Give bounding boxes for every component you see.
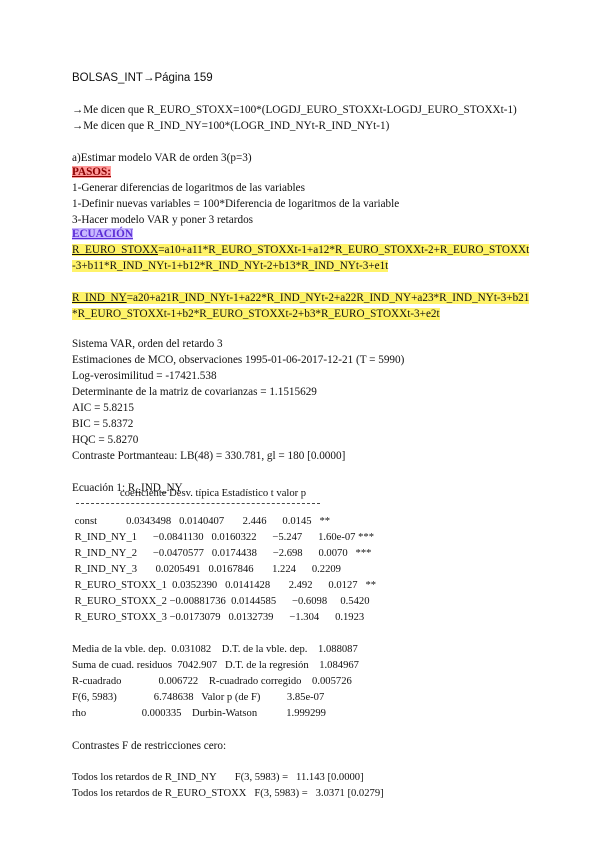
- coef-row-euro-stoxx-2: R_EURO_STOXX_2 −0.00881736 0.0144585 −0.6098 0.5420: [72, 596, 370, 607]
- equation-2-terms: =a20+a21R_IND_NYt-1+a22*R_IND_NYt-2+a22R_IND_NY+a23*R_IND_NYt-3+b21: [126, 292, 530, 304]
- f-test-ind-ny: Todos los retardos de R_IND_NY F(3, 5983) = 11.143 [0.0000]: [72, 772, 364, 783]
- var-observations: Estimaciones de MCO, observaciones 1995-01-06-2017-12-21 (T = 5990): [72, 354, 405, 366]
- equation-1-terms-cont: -3+b11*R_IND_NYt-1+b12*R_IND_NYt-2+b13*R_IND_NYt-3+e1t: [72, 260, 389, 272]
- steps-label: PASOS:: [72, 166, 111, 178]
- f-tests-title: Contrastes F de restricciones cero:: [72, 740, 227, 752]
- stat-row-rho: rho 0.000335 Durbin-Watson 1.999299: [72, 708, 326, 719]
- equation-2-variable: R_IND_NY: [72, 292, 127, 304]
- equation-1-line-1: [72, 242, 529, 258]
- equation-1-terms: =a10+a11*R_EURO_STOXXt-1+a12*R_EURO_STOXXt-2+R_EURO_STOXXt: [158, 244, 530, 256]
- var-aic: AIC = 5.8215: [72, 402, 134, 414]
- stat-row-r-squared: R-cuadrado 0.006722 R-cuadrado corregido 0.005726: [72, 676, 352, 687]
- step-1: 1-Generar diferencias de logaritmos de las variables: [72, 182, 305, 194]
- equation-1-title: Ecuación 1: R_IND_NY: [72, 482, 183, 494]
- stat-row-mean: Media de la vble. dep. 0.031082 D.T. de la vble. dep. 1.088087: [72, 644, 358, 655]
- stat-row-ssr: Suma de cuad. residuos 7042.907 D.T. de la regresión 1.084967: [72, 660, 359, 671]
- stat-row-f: F(6, 5983) 6.748638 Valor p (de F) 3.85e-07: [72, 692, 325, 703]
- var-log-likelihood: Log-verosimilitud = -17421.538: [72, 370, 217, 382]
- equation-2-line-2: [72, 306, 440, 322]
- step-3: 3-Hacer modelo VAR y poner 3 retardos: [72, 214, 254, 226]
- definition-ind-ny: →Me dicen que R_IND_NY=100*(LOGR_IND_NYt-R_IND_NYt-1): [72, 120, 390, 132]
- equation-label: ECUACIÓN: [72, 228, 133, 240]
- equation-1-line-2: [72, 258, 388, 274]
- var-hqc: HQC = 5.8270: [72, 434, 139, 446]
- var-system-title: Sistema VAR, orden del retardo 3: [72, 338, 223, 350]
- equation-1-variable: R_EURO_STOXX: [72, 244, 159, 256]
- coef-row-const: const 0.0343498 0.0140407 2.446 0.0145 **: [72, 516, 331, 527]
- var-portmanteau: Contraste Portmanteau: LB(48) = 330.781, gl = 180 [0.0000]: [72, 450, 346, 462]
- coef-row-euro-stoxx-1: R_EURO_STOXX_1 0.0352390 0.0141428 2.492 0.0127 **: [72, 580, 377, 591]
- equation-2-terms-cont: *R_EURO_STOXXt-1+b2*R_EURO_STOXXt-2+b3*R_EURO_STOXXt-3+e2t: [72, 308, 440, 320]
- table-divider: [76, 503, 320, 504]
- coef-row-ind-ny-3: R_IND_NY_3 0.0205491 0.0167846 1.224 0.2209: [72, 564, 341, 575]
- coef-row-ind-ny-2: R_IND_NY_2 −0.0470577 0.0174438 −2.698 0.0070 ***: [72, 548, 372, 559]
- task-title: a)Estimar modelo VAR de orden 3(p=3): [72, 152, 252, 164]
- var-bic: BIC = 5.8372: [72, 418, 134, 430]
- definition-euro-stoxx: →Me dicen que R_EURO_STOXX=100*(LOGDJ_EURO_STOXXt-LOGDJ_EURO_STOXXt-1): [72, 104, 517, 116]
- coef-table-header: coeficiente Desv. típica Estadístico t valor p: [120, 488, 307, 499]
- equation-2-line-1: [72, 290, 529, 306]
- step-2: 1-Definir nuevas variables = 100*Diferencia de logaritmos de la variable: [72, 198, 400, 210]
- var-determinant: Determinante de la matriz de covarianzas = 1.1515629: [72, 386, 317, 398]
- page-title: BOLSAS_INT→Página 159: [72, 72, 213, 84]
- coef-row-euro-stoxx-3: R_EURO_STOXX_3 −0.0173079 0.0132739 −1.304 0.1923: [72, 612, 365, 623]
- coef-row-ind-ny-1: R_IND_NY_1 −0.0841130 0.0160322 −5.247 1.60e-07 ***: [72, 532, 374, 543]
- f-test-euro-stoxx: Todos los retardos de R_EURO_STOXX F(3, 5983) = 3.0371 [0.0279]: [72, 788, 384, 799]
